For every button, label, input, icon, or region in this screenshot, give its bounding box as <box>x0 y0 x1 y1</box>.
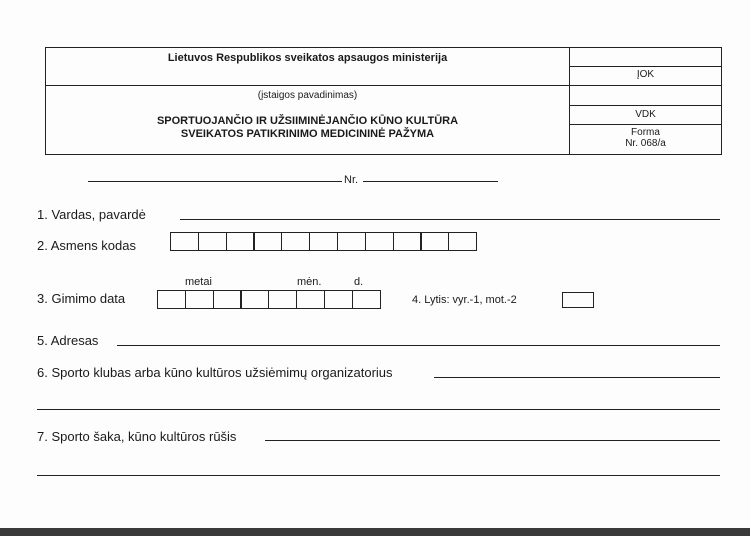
code-cell[interactable] <box>309 232 338 251</box>
iok-label: ĮOK <box>636 69 655 80</box>
birth-date-cells[interactable] <box>157 290 380 309</box>
gender-label: 4. Lytis: vyr.-1, mot.-2 <box>412 294 517 306</box>
code-cell[interactable] <box>170 232 199 251</box>
date-cell[interactable] <box>157 290 186 309</box>
name-field[interactable] <box>180 219 720 220</box>
sports-club-field[interactable] <box>434 377 720 378</box>
nr-line-left[interactable] <box>88 181 342 182</box>
personal-code-cells[interactable] <box>170 232 476 251</box>
header-row-line <box>46 85 721 86</box>
code-cell[interactable] <box>226 232 255 251</box>
form-number <box>569 127 722 149</box>
code-cell[interactable] <box>337 232 366 251</box>
date-cell[interactable] <box>213 290 242 309</box>
nr-label: Nr. <box>344 174 359 186</box>
form-title-line1: SPORTUOJANČIO IR UŽSIIMINĖJANČIO KŪNO KULTŪRA <box>156 115 459 127</box>
nr-line-right[interactable] <box>363 181 498 182</box>
bottom-border <box>0 528 750 536</box>
header-row-line <box>569 124 721 125</box>
sport-branch-field[interactable] <box>265 440 720 441</box>
birth-day-caption: d. <box>354 276 364 288</box>
code-cell[interactable] <box>448 232 477 251</box>
sport-branch-label: 7. Sporto šaka, kūno kultūros rūšis <box>37 429 237 444</box>
vdk-label: VDK <box>635 109 656 120</box>
forma-label: Forma <box>631 127 660 138</box>
code-cell[interactable] <box>198 232 227 251</box>
sport-branch-field-line2[interactable] <box>37 475 720 476</box>
header-row-line <box>569 105 721 106</box>
code-cell[interactable] <box>253 232 282 251</box>
name-label: 1. Vardas, pavardė <box>37 207 146 222</box>
date-cell[interactable] <box>324 290 353 309</box>
birth-date-label: 3. Gimimo data <box>37 291 126 306</box>
address-label: 5. Adresas <box>37 333 99 348</box>
code-cell[interactable] <box>281 232 310 251</box>
date-cell[interactable] <box>240 290 269 309</box>
date-cell[interactable] <box>296 290 325 309</box>
birth-year-caption: metai <box>185 276 212 288</box>
header-table <box>45 47 722 155</box>
sports-club-field-line2[interactable] <box>37 409 720 410</box>
form-title-line2: SVEIKATOS PATIKRINIMO MEDICININĖ PAŽYMA <box>180 128 435 140</box>
sports-club-label: 6. Sporto klubas arba kūno kultūros užsiėmimų organizatorius <box>37 365 393 380</box>
birth-month-caption: mėn. <box>297 276 322 288</box>
code-cell[interactable] <box>393 232 422 251</box>
personal-code-label: 2. Asmens kodas <box>37 238 136 253</box>
form-title <box>46 115 569 141</box>
header-row-line <box>569 66 721 67</box>
forma-number-label: Nr. 068/a <box>625 138 666 149</box>
date-cell[interactable] <box>352 290 381 309</box>
code-cell[interactable] <box>420 232 449 251</box>
address-field[interactable] <box>117 345 720 346</box>
date-cell[interactable] <box>268 290 297 309</box>
date-cell[interactable] <box>185 290 214 309</box>
code-cell[interactable] <box>365 232 394 251</box>
institution-caption: (įstaigos pavadinimas) <box>257 90 358 101</box>
ministry-name: Lietuvos Respublikos sveikatos apsaugos ministerija <box>167 52 448 64</box>
gender-box[interactable] <box>562 292 594 308</box>
